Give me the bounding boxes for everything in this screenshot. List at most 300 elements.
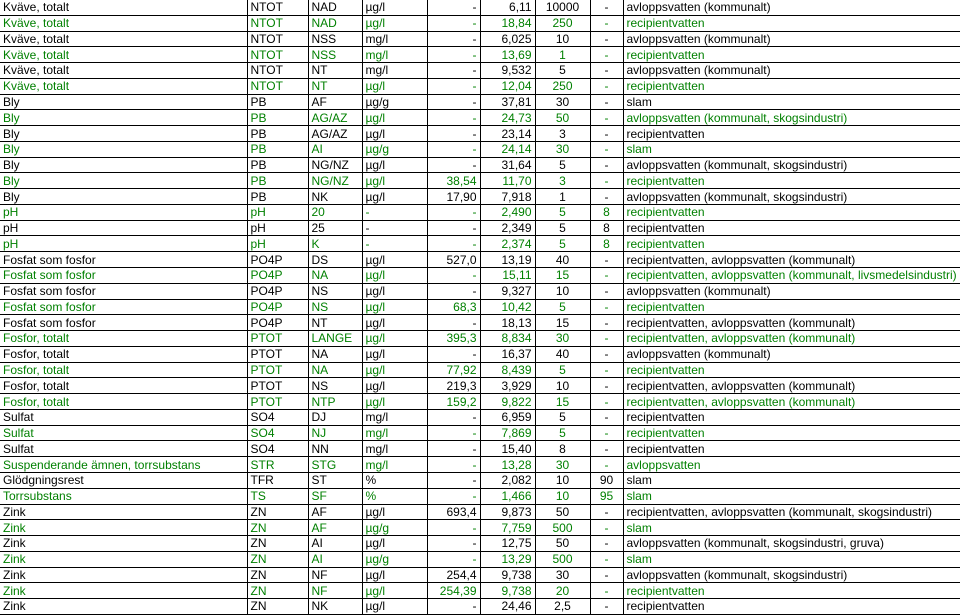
cell-max: 90 — [590, 472, 623, 488]
cell-max: - — [590, 315, 623, 331]
table-row — [0, 551, 960, 567]
cell-value-a: - — [427, 94, 480, 110]
cell-unit: µg/l — [362, 583, 427, 599]
cell-max: - — [590, 0, 623, 15]
cell-value-a: - — [427, 283, 480, 299]
cell-code: NTOT — [247, 15, 308, 31]
cell-limit: 250 — [535, 15, 590, 31]
table-row — [0, 126, 960, 142]
cell-value-b: 9,532 — [480, 63, 535, 79]
cell-parameter: Bly — [0, 157, 247, 173]
cell-unit: µg/l — [362, 315, 427, 331]
cell-matrix: recipientvatten — [623, 409, 960, 425]
cell-method: NF — [308, 583, 362, 599]
cell-limit: 5 — [535, 220, 590, 236]
cell-max: - — [590, 599, 623, 615]
cell-unit: % — [362, 488, 427, 504]
cell-method: NTP — [308, 394, 362, 410]
cell-limit: 2,5 — [535, 599, 590, 615]
table-row — [0, 299, 960, 315]
table-row — [0, 220, 960, 236]
cell-limit: 5 — [535, 204, 590, 220]
cell-code: PB — [247, 189, 308, 205]
cell-value-b: 6,11 — [480, 0, 535, 15]
cell-method: NA — [308, 362, 362, 378]
cell-unit: mg/l — [362, 457, 427, 473]
cell-matrix: recipientvatten — [623, 583, 960, 599]
cell-code: PTOT — [247, 331, 308, 347]
cell-unit: µg/l — [362, 268, 427, 284]
cell-value-b: 2,082 — [480, 472, 535, 488]
cell-value-b: 13,19 — [480, 252, 535, 268]
cell-limit: 20 — [535, 583, 590, 599]
cell-code: NTOT — [247, 31, 308, 47]
cell-method: NS — [308, 378, 362, 394]
cell-max: - — [590, 457, 623, 473]
cell-value-b: 24,46 — [480, 599, 535, 615]
cell-matrix: recipientvatten — [623, 126, 960, 142]
cell-limit: 5 — [535, 362, 590, 378]
cell-unit: µg/l — [362, 173, 427, 189]
cell-limit: 5 — [535, 409, 590, 425]
cell-matrix: avloppsvatten (kommunalt) — [623, 0, 960, 15]
cell-matrix: recipientvatten, avloppsvatten (kommunalt, livsmedelsindustri) — [623, 268, 960, 284]
cell-value-b: 9,738 — [480, 567, 535, 583]
cell-value-a: - — [427, 15, 480, 31]
cell-limit: 10 — [535, 283, 590, 299]
cell-code: TFR — [247, 472, 308, 488]
cell-value-a: - — [427, 268, 480, 284]
cell-matrix: recipientvatten — [623, 236, 960, 252]
cell-parameter: Fosfor, totalt — [0, 378, 247, 394]
cell-limit: 50 — [535, 110, 590, 126]
cell-unit: mg/l — [362, 31, 427, 47]
cell-unit: µg/l — [362, 126, 427, 142]
cell-method: 25 — [308, 220, 362, 236]
cell-method: AF — [308, 504, 362, 520]
cell-matrix: recipientvatten — [623, 299, 960, 315]
cell-value-a: - — [427, 31, 480, 47]
cell-method: NF — [308, 567, 362, 583]
cell-max: - — [590, 141, 623, 157]
cell-max: - — [590, 567, 623, 583]
cell-unit: µg/l — [362, 331, 427, 347]
cell-max: 95 — [590, 488, 623, 504]
cell-matrix: avloppsvatten (kommunalt) — [623, 63, 960, 79]
cell-unit: mg/l — [362, 47, 427, 63]
cell-code: PO4P — [247, 315, 308, 331]
cell-value-a: - — [427, 520, 480, 536]
cell-max: - — [590, 346, 623, 362]
cell-value-a: - — [427, 47, 480, 63]
cell-value-b: 9,738 — [480, 583, 535, 599]
cell-value-a: - — [427, 551, 480, 567]
cell-unit: µg/l — [362, 536, 427, 552]
cell-parameter: Bly — [0, 126, 247, 142]
table-row — [0, 567, 960, 583]
cell-limit: 15 — [535, 268, 590, 284]
cell-limit: 15 — [535, 315, 590, 331]
cell-value-a: 395,3 — [427, 331, 480, 347]
cell-parameter: Bly — [0, 94, 247, 110]
cell-code: ZN — [247, 504, 308, 520]
cell-parameter: Zink — [0, 567, 247, 583]
cell-parameter: Fosfat som fosfor — [0, 252, 247, 268]
cell-matrix: recipientvatten — [623, 173, 960, 189]
cell-unit: µg/l — [362, 189, 427, 205]
cell-method: NK — [308, 599, 362, 615]
cell-method: NT — [308, 315, 362, 331]
cell-method: NS — [308, 283, 362, 299]
cell-method: NK — [308, 189, 362, 205]
table-row — [0, 110, 960, 126]
table-row — [0, 283, 960, 299]
cell-code: PTOT — [247, 362, 308, 378]
cell-matrix: avloppsvatten (kommunalt, skogsindustri) — [623, 110, 960, 126]
table-row — [0, 0, 960, 15]
cell-value-b: 15,40 — [480, 441, 535, 457]
cell-parameter: Torrsubstans — [0, 488, 247, 504]
cell-value-a: - — [427, 236, 480, 252]
cell-code: PTOT — [247, 378, 308, 394]
table-row — [0, 268, 960, 284]
table-row — [0, 173, 960, 189]
cell-value-a: 159,2 — [427, 394, 480, 410]
cell-method: NT — [308, 78, 362, 94]
table-row — [0, 457, 960, 473]
cell-parameter: Zink — [0, 551, 247, 567]
cell-parameter: Sulfat — [0, 425, 247, 441]
cell-value-b: 24,73 — [480, 110, 535, 126]
cell-unit: - — [362, 220, 427, 236]
cell-code: STR — [247, 457, 308, 473]
cell-matrix: recipientvatten — [623, 78, 960, 94]
cell-matrix: slam — [623, 488, 960, 504]
cell-matrix: avloppsvatten — [623, 457, 960, 473]
cell-limit: 5 — [535, 63, 590, 79]
cell-limit: 500 — [535, 551, 590, 567]
cell-max: - — [590, 110, 623, 126]
cell-unit: mg/l — [362, 441, 427, 457]
table-row — [0, 599, 960, 615]
cell-method: NAD — [308, 0, 362, 15]
table-row — [0, 204, 960, 220]
cell-parameter: Bly — [0, 141, 247, 157]
cell-value-b: 9,822 — [480, 394, 535, 410]
cell-value-b: 6,025 — [480, 31, 535, 47]
table-row — [0, 331, 960, 347]
cell-matrix: slam — [623, 520, 960, 536]
cell-max: - — [590, 583, 623, 599]
cell-code: PTOT — [247, 394, 308, 410]
table-row — [0, 31, 960, 47]
cell-max: - — [590, 378, 623, 394]
cell-value-b: 7,918 — [480, 189, 535, 205]
cell-method: NG/NZ — [308, 173, 362, 189]
cell-matrix: recipientvatten — [623, 441, 960, 457]
cell-value-b: 18,84 — [480, 15, 535, 31]
table-row — [0, 346, 960, 362]
cell-value-a: - — [427, 0, 480, 15]
cell-max: 8 — [590, 220, 623, 236]
table-row — [0, 504, 960, 520]
cell-method: NAD — [308, 15, 362, 31]
cell-code: TS — [247, 488, 308, 504]
cell-parameter: Kväve, totalt — [0, 47, 247, 63]
cell-code: PB — [247, 94, 308, 110]
cell-unit: µg/l — [362, 346, 427, 362]
cell-max: - — [590, 31, 623, 47]
table-row — [0, 520, 960, 536]
cell-value-a: 254,39 — [427, 583, 480, 599]
cell-parameter: Fosfor, totalt — [0, 346, 247, 362]
table-row — [0, 47, 960, 63]
cell-code: SO4 — [247, 441, 308, 457]
cell-value-a: - — [427, 204, 480, 220]
cell-code: ZN — [247, 567, 308, 583]
cell-method: STG — [308, 457, 362, 473]
cell-code: pH — [247, 204, 308, 220]
cell-method: AG/AZ — [308, 110, 362, 126]
cell-parameter: Fosfor, totalt — [0, 394, 247, 410]
cell-parameter: Fosfat som fosfor — [0, 315, 247, 331]
table-row — [0, 488, 960, 504]
cell-code: PB — [247, 126, 308, 142]
cell-code: NTOT — [247, 0, 308, 15]
cell-unit: µg/g — [362, 94, 427, 110]
cell-value-b: 1,466 — [480, 488, 535, 504]
cell-unit: µg/l — [362, 378, 427, 394]
cell-method: LANGE — [308, 331, 362, 347]
cell-value-b: 8,834 — [480, 331, 535, 347]
cell-matrix: slam — [623, 94, 960, 110]
cell-value-b: 2,490 — [480, 204, 535, 220]
cell-matrix: recipientvatten — [623, 47, 960, 63]
cell-method: AF — [308, 520, 362, 536]
cell-method: ST — [308, 472, 362, 488]
cell-limit: 50 — [535, 504, 590, 520]
cell-unit: mg/l — [362, 425, 427, 441]
cell-value-a: - — [427, 110, 480, 126]
cell-code: PB — [247, 141, 308, 157]
cell-unit: µg/l — [362, 157, 427, 173]
cell-limit: 3 — [535, 126, 590, 142]
cell-unit: µg/g — [362, 551, 427, 567]
cell-unit: - — [362, 236, 427, 252]
cell-max: - — [590, 551, 623, 567]
cell-matrix: recipientvatten, avloppsvatten (kommunalt) — [623, 252, 960, 268]
cell-max: - — [590, 331, 623, 347]
cell-limit: 1 — [535, 47, 590, 63]
cell-parameter: Fosfor, totalt — [0, 362, 247, 378]
cell-unit: µg/l — [362, 362, 427, 378]
cell-matrix: recipientvatten, avloppsvatten (kommunalt) — [623, 394, 960, 410]
cell-max: - — [590, 425, 623, 441]
cell-matrix: avloppsvatten (kommunalt, skogsindustri, gruva) — [623, 536, 960, 552]
cell-code: PO4P — [247, 299, 308, 315]
cell-parameter: Bly — [0, 173, 247, 189]
cell-value-a: - — [427, 157, 480, 173]
cell-matrix: avloppsvatten (kommunalt, skogsindustri) — [623, 189, 960, 205]
cell-code: PO4P — [247, 252, 308, 268]
cell-value-a: 17,90 — [427, 189, 480, 205]
cell-value-a: - — [427, 425, 480, 441]
cell-value-a: 68,3 — [427, 299, 480, 315]
cell-method: NSS — [308, 31, 362, 47]
cell-matrix: recipientvatten — [623, 15, 960, 31]
cell-code: PO4P — [247, 283, 308, 299]
table-row — [0, 409, 960, 425]
cell-method: NSS — [308, 47, 362, 63]
table-row — [0, 189, 960, 205]
cell-max: - — [590, 409, 623, 425]
cell-limit: 8 — [535, 441, 590, 457]
cell-code: ZN — [247, 599, 308, 615]
cell-value-b: 16,37 — [480, 346, 535, 362]
cell-unit: µg/l — [362, 252, 427, 268]
cell-max: - — [590, 157, 623, 173]
cell-unit: µg/g — [362, 141, 427, 157]
cell-parameter: Zink — [0, 583, 247, 599]
table-row — [0, 63, 960, 79]
table-row — [0, 378, 960, 394]
cell-max: - — [590, 78, 623, 94]
cell-unit: µg/l — [362, 599, 427, 615]
cell-matrix: slam — [623, 141, 960, 157]
cell-value-a: - — [427, 63, 480, 79]
cell-code: NTOT — [247, 47, 308, 63]
cell-method: DJ — [308, 409, 362, 425]
cell-unit: µg/l — [362, 110, 427, 126]
cell-value-b: 37,81 — [480, 94, 535, 110]
cell-parameter: pH — [0, 236, 247, 252]
cell-method: DS — [308, 252, 362, 268]
cell-code: SO4 — [247, 425, 308, 441]
cell-limit: 30 — [535, 567, 590, 583]
cell-max: - — [590, 362, 623, 378]
cell-max: - — [590, 189, 623, 205]
cell-matrix: recipientvatten — [623, 204, 960, 220]
table-row — [0, 252, 960, 268]
cell-matrix: slam — [623, 551, 960, 567]
cell-matrix: recipientvatten — [623, 425, 960, 441]
cell-parameter: Zink — [0, 599, 247, 615]
cell-code: PB — [247, 173, 308, 189]
cell-max: - — [590, 173, 623, 189]
cell-code: ZN — [247, 520, 308, 536]
cell-parameter: Kväve, totalt — [0, 63, 247, 79]
cell-parameter: Suspenderande ämnen, torrsubstans — [0, 457, 247, 473]
cell-method: AF — [308, 94, 362, 110]
cell-limit: 1 — [535, 189, 590, 205]
cell-value-b: 7,869 — [480, 425, 535, 441]
cell-value-a: - — [427, 472, 480, 488]
table-row — [0, 536, 960, 552]
cell-code: PB — [247, 157, 308, 173]
cell-parameter: Zink — [0, 536, 247, 552]
cell-max: - — [590, 268, 623, 284]
cell-value-b: 2,374 — [480, 236, 535, 252]
cell-limit: 15 — [535, 394, 590, 410]
cell-max: - — [590, 283, 623, 299]
cell-value-a: 219,3 — [427, 378, 480, 394]
cell-value-b: 7,759 — [480, 520, 535, 536]
cell-matrix: avloppsvatten (kommunalt, skogsindustri) — [623, 567, 960, 583]
cell-parameter: Fosfor, totalt — [0, 331, 247, 347]
cell-max: - — [590, 94, 623, 110]
table-row — [0, 157, 960, 173]
cell-parameter: pH — [0, 220, 247, 236]
table-row — [0, 141, 960, 157]
cell-parameter: Zink — [0, 504, 247, 520]
cell-unit: - — [362, 204, 427, 220]
table-row — [0, 472, 960, 488]
cell-limit: 5 — [535, 157, 590, 173]
cell-limit: 5 — [535, 299, 590, 315]
cell-method: K — [308, 236, 362, 252]
cell-matrix: recipientvatten — [623, 599, 960, 615]
cell-value-b: 12,75 — [480, 536, 535, 552]
cell-parameter: Sulfat — [0, 441, 247, 457]
cell-value-a: - — [427, 346, 480, 362]
cell-code: ZN — [247, 583, 308, 599]
cell-unit: µg/l — [362, 78, 427, 94]
cell-parameter: Sulfat — [0, 409, 247, 425]
cell-method: NA — [308, 346, 362, 362]
table-row — [0, 236, 960, 252]
cell-code: SO4 — [247, 409, 308, 425]
cell-unit: µg/l — [362, 394, 427, 410]
cell-limit: 30 — [535, 331, 590, 347]
cell-value-a: - — [427, 457, 480, 473]
cell-limit: 500 — [535, 520, 590, 536]
cell-value-a: - — [427, 141, 480, 157]
cell-method: NS — [308, 299, 362, 315]
cell-code: ZN — [247, 551, 308, 567]
cell-parameter: Fosfat som fosfor — [0, 268, 247, 284]
cell-value-a: - — [427, 220, 480, 236]
cell-unit: % — [362, 472, 427, 488]
cell-method: NG/NZ — [308, 157, 362, 173]
cell-value-b: 3,929 — [480, 378, 535, 394]
table-row — [0, 441, 960, 457]
cell-unit: µg/l — [362, 15, 427, 31]
cell-method: AG/AZ — [308, 126, 362, 142]
cell-parameter: pH — [0, 204, 247, 220]
cell-code: PB — [247, 110, 308, 126]
cell-value-b: 15,11 — [480, 268, 535, 284]
cell-code: PO4P — [247, 268, 308, 284]
cell-max: - — [590, 504, 623, 520]
cell-parameter: Zink — [0, 520, 247, 536]
cell-value-b: 18,13 — [480, 315, 535, 331]
cell-parameter: Bly — [0, 110, 247, 126]
cell-code: PTOT — [247, 346, 308, 362]
cell-limit: 50 — [535, 536, 590, 552]
cell-unit: µg/l — [362, 299, 427, 315]
cell-max: - — [590, 299, 623, 315]
table-row — [0, 362, 960, 378]
cell-method: NN — [308, 441, 362, 457]
cell-unit: µg/l — [362, 0, 427, 15]
table-row — [0, 583, 960, 599]
cell-value-b: 8,439 — [480, 362, 535, 378]
cell-value-a: - — [427, 315, 480, 331]
cell-code: ZN — [247, 536, 308, 552]
cell-limit: 10 — [535, 378, 590, 394]
cell-max: 8 — [590, 236, 623, 252]
cell-method: AI — [308, 536, 362, 552]
